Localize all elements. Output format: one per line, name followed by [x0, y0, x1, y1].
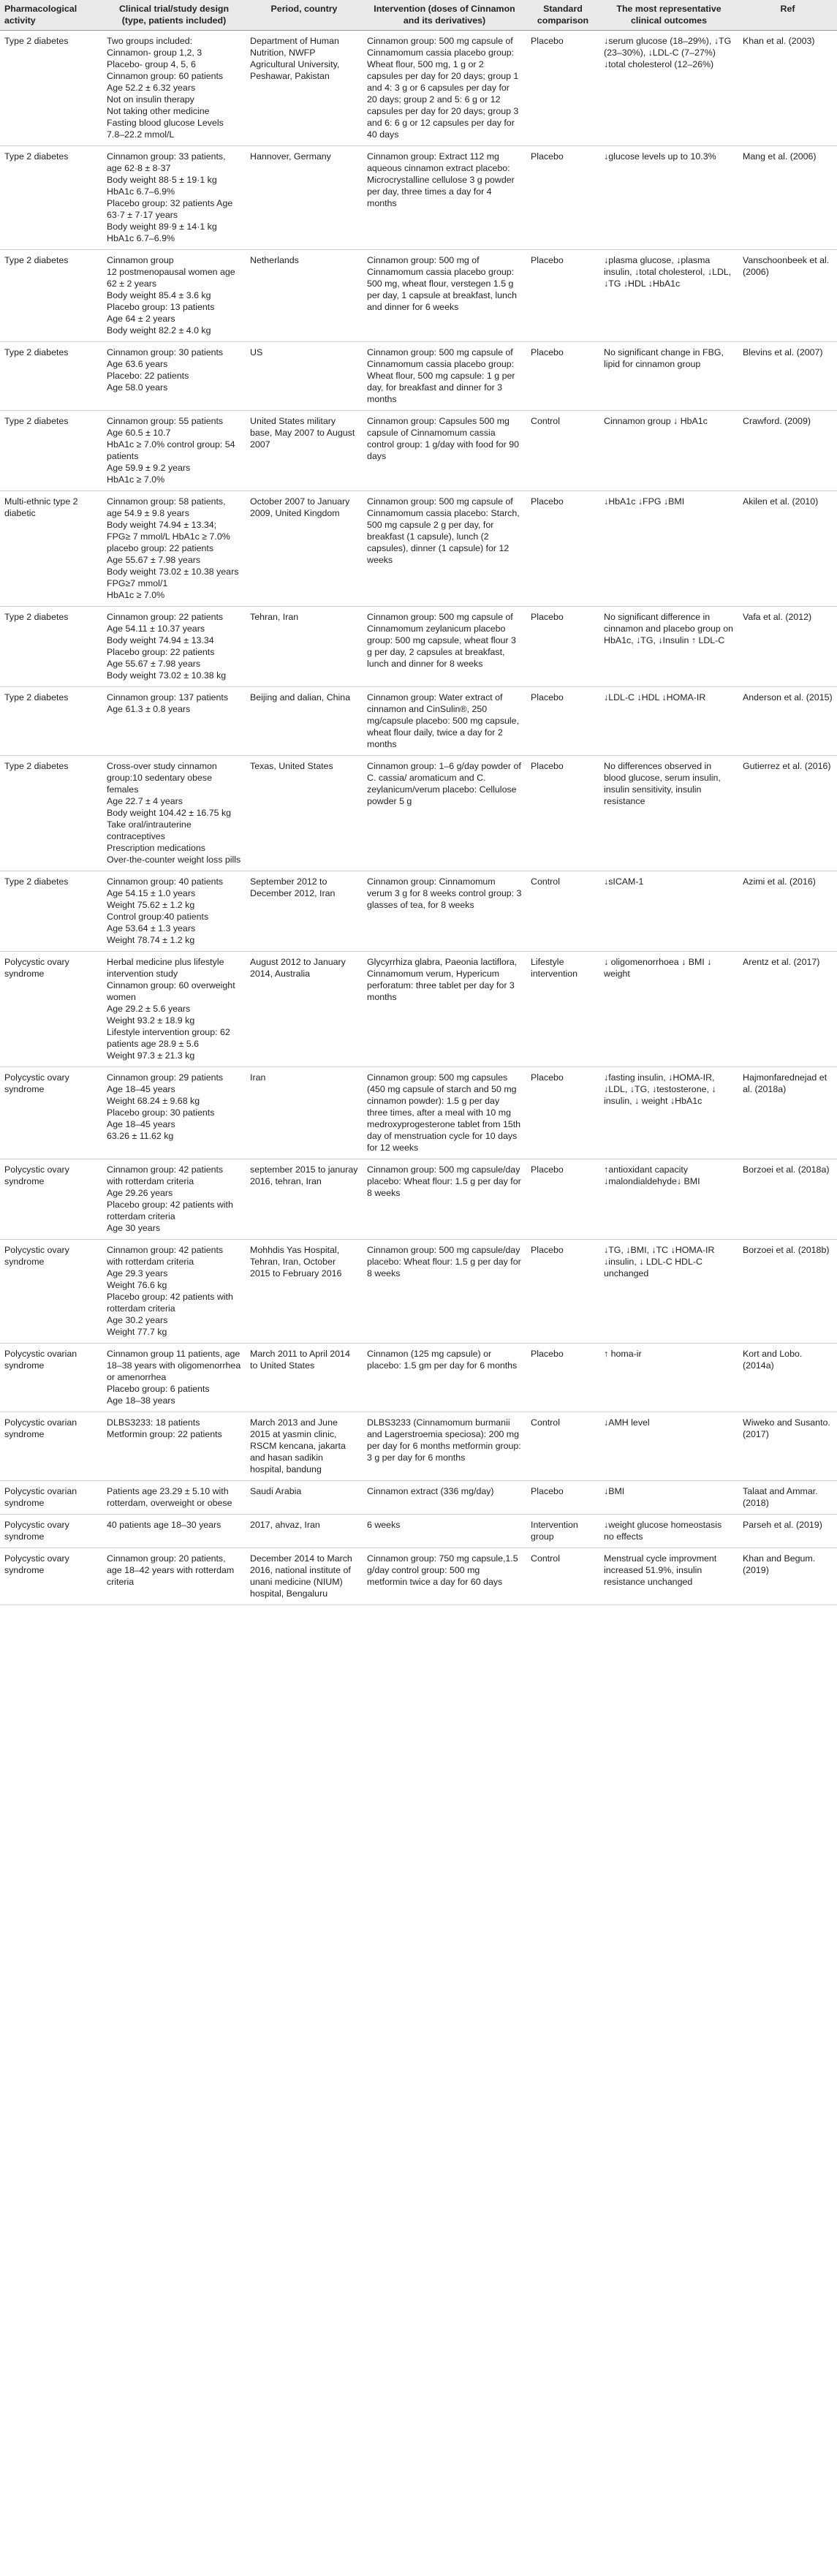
- header-pharmacological-activity: Pharmacological activity: [0, 0, 102, 31]
- intervention-cell: Cinnamon group: 500 mg capsule of Cinnamomum zeylanicum placebo group: 500 mg capsule, wheat flour 3 g per day, 2 capsules at breakfast, lunch and dinner for 8 weeks: [363, 607, 526, 687]
- design-cell: [102, 146, 246, 250]
- period-cell: August 2012 to January 2014, Australia: [246, 952, 363, 1067]
- period-cell: Hannover, Germany: [246, 146, 363, 250]
- table-row: [0, 411, 837, 491]
- design-line: DLBS3233: 18 patients Metformin group: 22 patients: [107, 1417, 222, 1439]
- design-line: Age 54.11 ± 10.37 years: [107, 624, 205, 634]
- comparison-cell: Control: [526, 411, 599, 491]
- activity-cell: Polycystic ovarian syndrome: [0, 1344, 102, 1412]
- header-reference: Ref: [738, 0, 837, 31]
- design-line: Cinnamon group: 60 overweight women: [107, 980, 238, 1002]
- design-line: Cinnamon group: 20 patients, age 18–42 years with rotterdam criteria: [107, 1553, 237, 1587]
- comparison-cell: Control: [526, 1548, 599, 1605]
- design-line: HbA1c ≥ 7.0% control group: 54 patients: [107, 439, 238, 461]
- design-line: Age 29.3 years: [107, 1268, 168, 1278]
- design-line: Body weight 88·5 ± 19·1 kg: [107, 175, 217, 185]
- period-cell: United States military base, May 2007 to August 2007: [246, 411, 363, 491]
- reference-cell: Gutierrez et al. (2016): [738, 756, 837, 871]
- design-line: Age 30.2 years: [107, 1315, 168, 1325]
- comparison-cell: Placebo: [526, 1159, 599, 1240]
- comparison-cell: Placebo: [526, 756, 599, 871]
- design-line: Body weight 82.2 ± 4.0 kg: [107, 325, 211, 336]
- design-line: Age 55.67 ± 7.98 years: [107, 555, 201, 565]
- reference-cell: Hajmonfarednejad et al. (2018a): [738, 1067, 837, 1159]
- design-cell: [102, 250, 246, 342]
- design-line: Fasting blood glucose Levels 7.8–22.2 mmol/L: [107, 118, 227, 140]
- design-line: Body weight 73.02 ± 10.38 years: [107, 567, 239, 577]
- outcomes-cell: Cinnamon group ↓ HbA1c: [599, 411, 738, 491]
- table-row: [0, 871, 837, 952]
- comparison-cell: Placebo: [526, 1481, 599, 1515]
- intervention-cell: Cinnamon extract (336 mg/day): [363, 1481, 526, 1515]
- design-line: Age 63.6 years: [107, 359, 168, 369]
- outcomes-cell: ↓LDL-C ↓HDL ↓HOMA-IR: [599, 687, 738, 756]
- design-line: Age 58.0 years: [107, 382, 168, 393]
- activity-cell: Type 2 diabetes: [0, 342, 102, 411]
- intervention-cell: Cinnamon group: 500 mg of Cinnamomum cassia placebo group: 500 mg, wheat flour, verstegen 1.5 g per day, 1 capsule at breakfast, lunch and dinner for 6 weeks: [363, 250, 526, 342]
- comparison-cell: Lifestyle intervention: [526, 952, 599, 1067]
- design-line: Placebo group: 30 patients: [107, 1107, 215, 1118]
- design-cell: [102, 1412, 246, 1481]
- design-cell: [102, 1515, 246, 1548]
- design-cell: [102, 1067, 246, 1159]
- comparison-cell: Placebo: [526, 342, 599, 411]
- table-row: [0, 250, 837, 342]
- comparison-cell: Control: [526, 871, 599, 952]
- design-cell: [102, 1240, 246, 1344]
- design-line: Weight 93.2 ± 18.9 kg: [107, 1015, 195, 1026]
- reference-cell: Akilen et al. (2010): [738, 491, 837, 607]
- design-line: Cinnamon group: 137 patients: [107, 692, 229, 702]
- design-line: Age 18–45 years: [107, 1119, 175, 1129]
- outcomes-cell: ↓AMH level: [599, 1412, 738, 1481]
- comparison-cell: Placebo: [526, 31, 599, 146]
- design-line: Cinnamon group: 60 patients: [107, 71, 224, 81]
- design-line: Age 29.26 years: [107, 1188, 173, 1198]
- design-line: Body weight 85.4 ± 3.6 kg: [107, 290, 211, 300]
- design-line: Body weight 74.94 ± 13.34: [107, 635, 214, 645]
- intervention-cell: Cinnamon group: 500 mg capsules (450 mg capsule of starch and 50 mg cinnamon powder): 1.5 g per day three times, after a meal with 10 mg medroxyprogesterone tablet from 15th day of menstruation cycle for 10 days for 12 weeks: [363, 1067, 526, 1159]
- intervention-cell: Cinnamon group: 500 mg capsule/day placebo: Wheat flour: 1.5 g per day for 8 weeks: [363, 1159, 526, 1240]
- design-line: Age 64 ± 2 years: [107, 314, 175, 324]
- table-row: [0, 1548, 837, 1605]
- design-line: Body weight 104.42 ± 16.75 kg: [107, 808, 232, 818]
- design-cell: [102, 1344, 246, 1412]
- design-line: FPG≥7 mmol/1: [107, 578, 168, 588]
- activity-cell: Type 2 diabetes: [0, 411, 102, 491]
- table-row: [0, 146, 837, 250]
- comparison-cell: Intervention group: [526, 1515, 599, 1548]
- table-row: [0, 1412, 837, 1481]
- reference-cell: Parseh et al. (2019): [738, 1515, 837, 1548]
- design-line: Control group:40 patients: [107, 912, 209, 922]
- table-row: [0, 1515, 837, 1548]
- header-intervention: Intervention (doses of Cinnamon and its derivatives): [363, 0, 526, 31]
- design-line: Placebo group: 22 patients: [107, 647, 215, 657]
- design-line: Not taking other medicine: [107, 106, 210, 116]
- comparison-cell: Placebo: [526, 607, 599, 687]
- period-cell: March 2013 and June 2015 at yasmin clinic, RSCM kencana, jakarta and hasan sadikin hospital, bandung: [246, 1412, 363, 1481]
- activity-cell: Polycystic ovarian syndrome: [0, 1412, 102, 1481]
- intervention-cell: Cinnamon group: 500 mg capsule/day placebo: Wheat flour: 1.5 g per day for 8 weeks: [363, 1240, 526, 1344]
- intervention-cell: Cinnamon group: 500 mg capsule of Cinnamomum cassia placebo group: Wheat flour, 500 mg, 1 g or 2 capsules per day for 20 days; group 1 and 4: 3 g or 6 capsules per day for 20 days; group 2 and 5: 6 g or 12 capsules per day for 20 days; group 3 and 6: 6 g or 12 capsules per day for 40 days: [363, 31, 526, 146]
- outcomes-cell: Menstrual cycle improvment increased 51.9%, insulin resistance unchanged: [599, 1548, 738, 1605]
- intervention-cell: Cinnamon group: Capsules 500 mg capsule of Cinnamomum cassia control group: 1 g/day with food for 90 days: [363, 411, 526, 491]
- comparison-cell: Placebo: [526, 146, 599, 250]
- design-line: 40 patients age 18–30 years: [107, 1520, 221, 1530]
- design-line: Cinnamon group: [107, 255, 174, 265]
- reference-cell: Wiweko and Susanto. (2017): [738, 1412, 837, 1481]
- design-line: Age 55.67 ± 7.98 years: [107, 659, 201, 669]
- table-row: [0, 1067, 837, 1159]
- outcomes-cell: ↓sICAM-1: [599, 871, 738, 952]
- table-row: [0, 1240, 837, 1344]
- header-row: [0, 0, 837, 31]
- activity-cell: Type 2 diabetes: [0, 146, 102, 250]
- activity-cell: Polycystic ovarian syndrome: [0, 1481, 102, 1515]
- table-row: [0, 491, 837, 607]
- outcomes-cell: ↓TG, ↓BMI, ↓TC ↓HOMA-IR ↓insulin, ↓ LDL-C HDL-C unchanged: [599, 1240, 738, 1344]
- period-cell: Tehran, Iran: [246, 607, 363, 687]
- outcomes-cell: ↓weight glucose homeostasis no effects: [599, 1515, 738, 1548]
- reference-cell: Borzoei et al. (2018a): [738, 1159, 837, 1240]
- design-line: Weight 68.24 ± 9.68 kg: [107, 1096, 200, 1106]
- design-line: Prescription medications: [107, 843, 205, 853]
- period-cell: October 2007 to January 2009, United Kingdom: [246, 491, 363, 607]
- design-line: Body weight 74.94 ± 13.34; FPG≥ 7 mmol/L HbA1c ≥ 7.0% placebo group: 22 patients: [107, 520, 233, 553]
- design-line: Cinnamon group: 33 patients, age 62·8 ± 8·37: [107, 151, 229, 173]
- design-cell: [102, 607, 246, 687]
- reference-cell: Anderson et al. (2015): [738, 687, 837, 756]
- reference-cell: Mang et al. (2006): [738, 146, 837, 250]
- design-line: 12 postmenopausal women age 62 ± 2 years: [107, 267, 238, 289]
- period-cell: Saudi Arabia: [246, 1481, 363, 1515]
- design-cell: [102, 1481, 246, 1515]
- design-line: Patients age 23.29 ± 5.10 with rotterdam, overweight or obese: [107, 1486, 232, 1508]
- table-row: [0, 1481, 837, 1515]
- design-line: Cinnamon group: 29 patients: [107, 1072, 224, 1083]
- intervention-cell: Cinnamon group: 500 mg capsule of Cinnamomum cassia placebo group: Wheat flour, 500 mg capsule: 1 g per day, for breakfast and dinner for 3 months: [363, 342, 526, 411]
- design-cell: [102, 871, 246, 952]
- design-line: Herbal medicine plus lifestyle intervention study: [107, 957, 227, 979]
- table-row: [0, 687, 837, 756]
- design-line: Placebo- group 4, 5, 6: [107, 59, 196, 69]
- design-cell: [102, 1159, 246, 1240]
- outcomes-cell: No significant difference in cinnamon and placebo group on HbA1c, ↓TG, ↓Insulin ↑ LDL-C: [599, 607, 738, 687]
- activity-cell: Type 2 diabetes: [0, 607, 102, 687]
- design-line: Age 29.2 ± 5.6 years: [107, 1004, 191, 1014]
- activity-cell: Polycystic ovary syndrome: [0, 1515, 102, 1548]
- outcomes-cell: No significant change in FBG, lipid for cinnamon group: [599, 342, 738, 411]
- period-cell: Mohhdis Yas Hospital, Tehran, Iran, October 2015 to February 2016: [246, 1240, 363, 1344]
- design-line: Not on insulin therapy: [107, 94, 194, 105]
- design-line: Weight 97.3 ± 21.3 kg: [107, 1050, 195, 1061]
- design-line: Take oral/intrauterine contraceptives: [107, 819, 194, 841]
- design-line: Cinnamon group: 30 patients: [107, 347, 224, 357]
- intervention-cell: Cinnamon group: 750 mg capsule,1.5 g/day control group: 500 mg metformin twice a day for 60 days: [363, 1548, 526, 1605]
- outcomes-cell: ↓serum glucose (18–29%), ↓TG (23–30%), ↓LDL-C (7–27%) ↓total cholesterol (12–26%): [599, 31, 738, 146]
- activity-cell: Multi-ethnic type 2 diabetic: [0, 491, 102, 607]
- activity-cell: Polycystic ovary syndrome: [0, 952, 102, 1067]
- design-line: Cinnamon group: 55 patients: [107, 416, 224, 426]
- design-line: HbA1c 6.7–6.9%: [107, 233, 175, 243]
- comparison-cell: Placebo: [526, 1240, 599, 1344]
- table-row: [0, 952, 837, 1067]
- design-line: Age 18–38 years: [107, 1395, 175, 1406]
- table-row: [0, 1159, 837, 1240]
- table-row: [0, 607, 837, 687]
- reference-cell: Crawford. (2009): [738, 411, 837, 491]
- design-line: Weight 75.62 ± 1.2 kg: [107, 900, 195, 910]
- reference-cell: Blevins et al. (2007): [738, 342, 837, 411]
- design-line: Age 53.64 ± 1.3 years: [107, 923, 196, 933]
- outcomes-cell: No differences observed in blood glucose, serum insulin, insulin sensitivity, insulin resistance: [599, 756, 738, 871]
- intervention-cell: Cinnamon group: Extract 112 mg aqueous cinnamon extract placebo: Microcrystalline cellulose 3 g powder per day, three times a day for 4 months: [363, 146, 526, 250]
- reference-cell: Vafa et al. (2012): [738, 607, 837, 687]
- comparison-cell: Placebo: [526, 687, 599, 756]
- header-clinical-outcomes: The most representative clinical outcomes: [599, 0, 738, 31]
- design-line: Cinnamon group: 42 patients with rotterdam criteria: [107, 1164, 226, 1186]
- header-period-country: Period, country: [246, 0, 363, 31]
- design-line: Age 60.5 ± 10.7: [107, 428, 171, 438]
- design-line: Cross-over study cinnamon group:10 sedentary obese females: [107, 761, 220, 795]
- design-line: HbA1c 6.7–6.9%: [107, 186, 175, 197]
- activity-cell: Polycystic ovary syndrome: [0, 1240, 102, 1344]
- design-line: Cinnamon- group 1,2, 3: [107, 48, 202, 58]
- period-cell: Beijing and dalian, China: [246, 687, 363, 756]
- intervention-cell: Cinnamon group: 1–6 g/day powder of C. cassia/ aromaticum and C. zeylanicum/verum placebo: Cellulose powder 5 g: [363, 756, 526, 871]
- design-line: Age 61.3 ± 0.8 years: [107, 704, 191, 714]
- period-cell: Netherlands: [246, 250, 363, 342]
- period-cell: Department of Human Nutrition, NWFP Agricultural University, Peshawar, Pakistan: [246, 31, 363, 146]
- outcomes-cell: ↓fasting insulin, ↓HOMA-IR, ↓LDL, ↓TG, ↓testosterone, ↓ insulin, ↓ weight ↓HbA1c: [599, 1067, 738, 1159]
- design-line: HbA1c ≥ 7.0%: [107, 590, 165, 600]
- table-row: [0, 1344, 837, 1412]
- intervention-cell: DLBS3233 (Cinnamomum burmanii and Lagerstroemia speciosa): 200 mg per day for 6 months metformin group: 3 g per day for 6 months: [363, 1412, 526, 1481]
- design-line: Body weight 73.02 ± 10.38 kg: [107, 670, 227, 681]
- design-line: Over-the-counter weight loss pills: [107, 855, 241, 865]
- comparison-cell: Placebo: [526, 250, 599, 342]
- reference-cell: Azimi et al. (2016): [738, 871, 837, 952]
- table-row: [0, 756, 837, 871]
- activity-cell: Type 2 diabetes: [0, 871, 102, 952]
- design-cell: [102, 952, 246, 1067]
- design-cell: [102, 687, 246, 756]
- comparison-cell: Control: [526, 1412, 599, 1481]
- reference-cell: Borzoei et al. (2018b): [738, 1240, 837, 1344]
- design-cell: [102, 491, 246, 607]
- design-line: Placebo group: 42 patients with rotterdam criteria: [107, 1200, 236, 1221]
- design-cell: [102, 1548, 246, 1605]
- design-cell: [102, 31, 246, 146]
- design-line: Weight 77.7 kg: [107, 1327, 167, 1337]
- outcomes-cell: ↓BMI: [599, 1481, 738, 1515]
- activity-cell: Type 2 diabetes: [0, 756, 102, 871]
- comparison-cell: Placebo: [526, 1067, 599, 1159]
- design-line: Weight 78.74 ± 1.2 kg: [107, 935, 195, 945]
- intervention-cell: Cinnamon group: 500 mg capsule of Cinnamomum cassia placebo: Starch, 500 mg capsule 2 g per day, for breakfast (1 capsule), lunch (2 capsules), dinner (1 capsule) for 12 weeks: [363, 491, 526, 607]
- reference-cell: Talaat and Ammar. (2018): [738, 1481, 837, 1515]
- activity-cell: Polycystic ovary syndrome: [0, 1548, 102, 1605]
- intervention-cell: Cinnamon (125 mg capsule) or placebo: 1.5 gm per day for 6 months: [363, 1344, 526, 1412]
- design-line: Body weight 89·9 ± 14·1 kg: [107, 221, 217, 232]
- design-line: Placebo group: 6 patients: [107, 1384, 210, 1394]
- intervention-cell: Cinnamon group: Water extract of cinnamon and CinSulin®, 250 mg/capsule placebo: 500 mg capsule, wheat flour daily, twice a day for 2 months: [363, 687, 526, 756]
- design-line: Age 59.9 ± 9.2 years: [107, 463, 191, 473]
- reference-cell: Vanschoonbeek et al. (2006): [738, 250, 837, 342]
- design-line: Two groups included:: [107, 36, 193, 46]
- reference-cell: Khan and Begum. (2019): [738, 1548, 837, 1605]
- design-line: Weight 76.6 kg: [107, 1280, 167, 1290]
- header-standard-comparison: Standard comparison: [526, 0, 599, 31]
- outcomes-cell: ↓glucose levels up to 10.3%: [599, 146, 738, 250]
- period-cell: US: [246, 342, 363, 411]
- intervention-cell: Cinnamon group: Cinnamomum verum 3 g for 8 weeks control group: 3 glasses of tea, for 8 weeks: [363, 871, 526, 952]
- table-body: [0, 31, 837, 1605]
- outcomes-cell: ↓plasma glucose, ↓plasma insulin, ↓total cholesterol, ↓LDL, ↓TG ↓HDL ↓HbA1c: [599, 250, 738, 342]
- activity-cell: Polycystic ovary syndrome: [0, 1159, 102, 1240]
- design-line: Placebo group: 32 patients Age 63·7 ± 7·17 years: [107, 198, 235, 220]
- outcomes-cell: ↑antioxidant capacity ↓malondialdehyde↓ BMI: [599, 1159, 738, 1240]
- design-line: Cinnamon group: 58 patients, age 54.9 ± 9.8 years: [107, 496, 229, 518]
- design-line: Placebo: 22 patients: [107, 371, 189, 381]
- design-line: Age 52.2 ± 6.32 years: [107, 83, 196, 93]
- design-cell: [102, 756, 246, 871]
- intervention-cell: 6 weeks: [363, 1515, 526, 1548]
- design-line: Age 18–45 years: [107, 1084, 175, 1094]
- design-line: Cinnamon group 11 patients, age 18–38 years with oligomenorrhea or amenorrhea: [107, 1349, 243, 1382]
- period-cell: March 2011 to April 2014 to United States: [246, 1344, 363, 1412]
- period-cell: Texas, United States: [246, 756, 363, 871]
- period-cell: 2017, ahvaz, Iran: [246, 1515, 363, 1548]
- period-cell: september 2015 to januray 2016, tehran, Iran: [246, 1159, 363, 1240]
- design-line: Lifestyle intervention group: 62 patients age 28.9 ± 5.6: [107, 1027, 233, 1049]
- comparison-cell: Placebo: [526, 491, 599, 607]
- table-row: [0, 31, 837, 146]
- outcomes-cell: ↓HbA1c ↓FPG ↓BMI: [599, 491, 738, 607]
- reference-cell: Arentz et al. (2017): [738, 952, 837, 1067]
- design-line: Cinnamon group: 42 patients with rotterdam criteria: [107, 1245, 226, 1267]
- design-line: Age 22.7 ± 4 years: [107, 796, 183, 806]
- design-line: Cinnamon group: 40 patients: [107, 876, 224, 887]
- design-line: 63.26 ± 11.62 kg: [107, 1131, 174, 1141]
- outcomes-cell: ↑ homa-ir: [599, 1344, 738, 1412]
- activity-cell: Type 2 diabetes: [0, 687, 102, 756]
- design-cell: [102, 411, 246, 491]
- design-line: Placebo group: 13 patients: [107, 302, 215, 312]
- reference-cell: Khan et al. (2003): [738, 31, 837, 146]
- outcomes-cell: ↓ oligomenorrhoea ↓ BMI ↓ weight: [599, 952, 738, 1067]
- reference-cell: Kort and Lobo. (2014a): [738, 1344, 837, 1412]
- design-line: Age 30 years: [107, 1223, 161, 1233]
- period-cell: Iran: [246, 1067, 363, 1159]
- table-header: [0, 0, 837, 31]
- activity-cell: Polycystic ovary syndrome: [0, 1067, 102, 1159]
- design-cell: [102, 342, 246, 411]
- design-line: Cinnamon group: 22 patients: [107, 612, 224, 622]
- activity-cell: Type 2 diabetes: [0, 250, 102, 342]
- design-line: Placebo group: 42 patients with rotterdam criteria: [107, 1292, 236, 1314]
- design-line: Age 54.15 ± 1.0 years: [107, 888, 196, 898]
- period-cell: December 2014 to March 2016, national institute of unani medicine (NIUM) hospital, Bengaluru: [246, 1548, 363, 1605]
- header-study-design: Clinical trial/study design (type, patients included): [102, 0, 246, 31]
- design-line: HbA1c ≥ 7.0%: [107, 474, 165, 485]
- table-row: [0, 342, 837, 411]
- activity-cell: Type 2 diabetes: [0, 31, 102, 146]
- comparison-cell: Placebo: [526, 1344, 599, 1412]
- intervention-cell: Glycyrrhiza glabra, Paeonia lactiflora, Cinnamomum verum, Hypericum perforatum: three tablet per day for 3 months: [363, 952, 526, 1067]
- period-cell: September 2012 to December 2012, Iran: [246, 871, 363, 952]
